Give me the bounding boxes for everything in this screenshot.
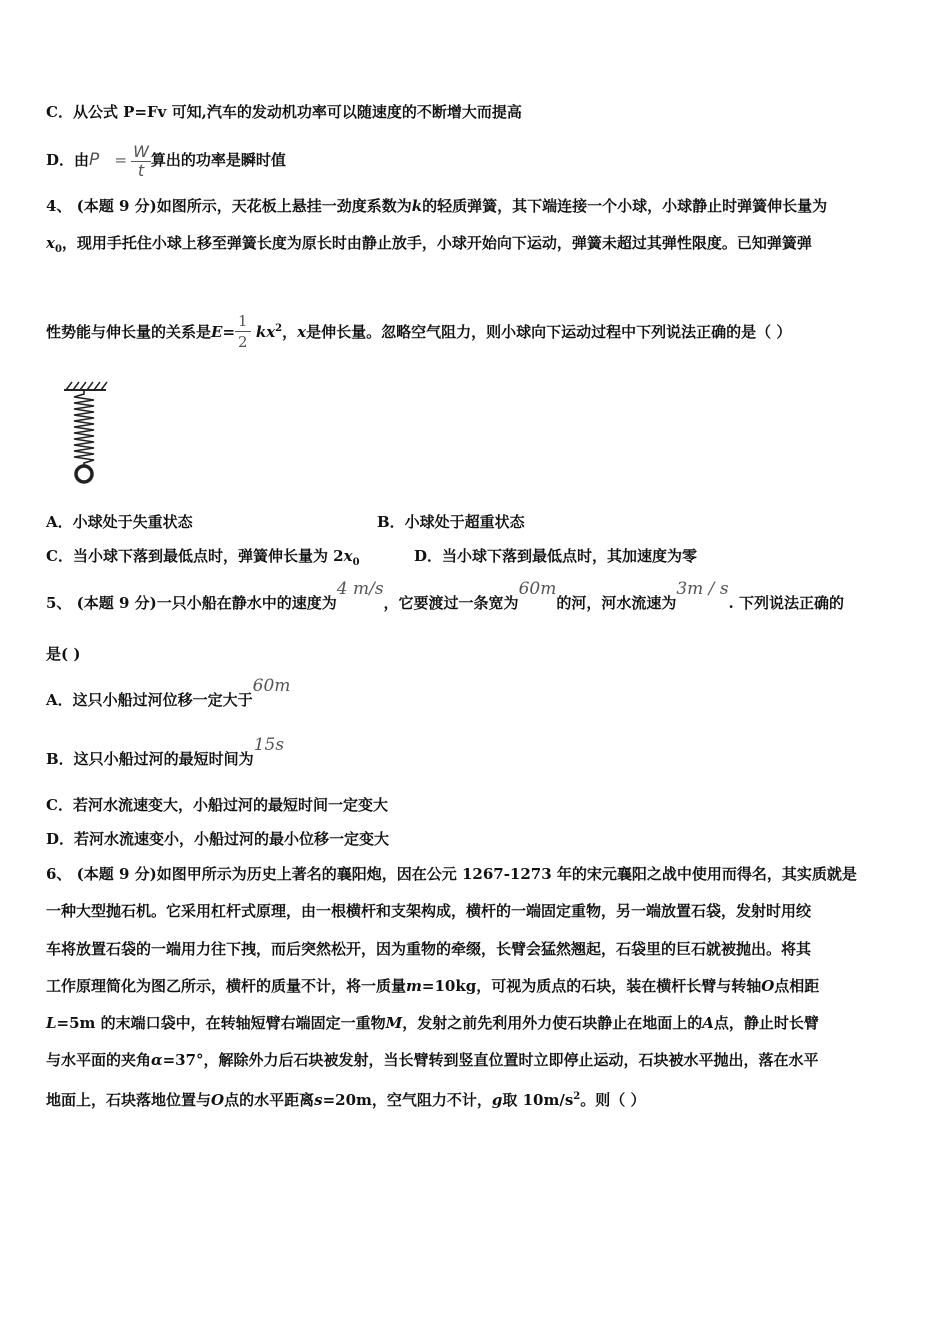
fraction-numerator: 1 — [235, 311, 251, 332]
formula-eq: = — [114, 151, 128, 169]
ceiling-hatch — [64, 382, 107, 390]
q3-option-c: C．从公式 P=Fv 可知,汽车的发动机功率可以随速度的不断增大而提高 — [46, 103, 522, 121]
q4-option-c-text: C．当小球下落到最低点时，弹簧伸长量为 2 — [46, 547, 344, 565]
q4-text: 是伸长量。忽略空气阻力，则小球向下运动过程中下列说法正确的是（ ） — [306, 323, 792, 341]
q6-text: 与水平面的夹角 — [46, 1051, 152, 1069]
formula-denominator: t — [137, 160, 145, 180]
q6-line-3: 车将放置石袋的一端用力往下拽，而后突然松开，因为重物的牵缀，长臂会猛然翘起，石袋里的巨石就被抛出。将其 — [46, 940, 812, 958]
q5-option-b — [46, 735, 285, 769]
q6-alpha: α — [151, 1051, 163, 1069]
q5-option-a-value: 60m — [252, 676, 291, 696]
q5-line-1 — [46, 579, 844, 613]
formula-w-over-t — [131, 143, 151, 180]
q6-text: 点，静止时长臂 — [713, 1014, 819, 1032]
q4-half-fraction — [235, 311, 251, 352]
formula-numerator: W — [133, 141, 149, 161]
q4-line-3 — [46, 297, 792, 351]
fraction-denominator: 2 — [238, 332, 248, 351]
q6-big-m: M — [385, 1014, 403, 1032]
q6-text: 工作原理简化为图乙所示，横杆的质量不计，将一质量 — [46, 977, 407, 995]
q4-option-b: B．小球处于超重状态 — [377, 513, 525, 531]
q6-line-7 — [46, 1087, 646, 1110]
q6-text: ，发射之前先利用外力使石块静止在地面上的 — [402, 1014, 703, 1032]
q4-x0-sub: 0 — [54, 244, 62, 255]
q5-option-b-value: 15s — [253, 735, 285, 755]
q4-text: 性势能与伸长量的关系是 — [46, 323, 212, 341]
q6-g: g — [491, 1091, 503, 1109]
q6-line-6 — [46, 1050, 819, 1070]
q5-river-width: 60m — [518, 579, 557, 599]
q5-option-d: D．若河水流速变小，小船过河的最小位移一定变大 — [46, 830, 390, 848]
q4-text: ，现用手托住小球上移至弹簧长度为原长时由静止放手，小球开始向下运动，弹簧未超过其弹性限度。已知弹簧弹 — [61, 234, 812, 252]
q4-text: 4、 (本题 9 分)如图所示，天花板上悬挂一劲度系数为 — [46, 197, 412, 215]
q5-option-b-text: B．这只小船过河的最短时间为 — [46, 750, 254, 768]
q6-text: 。则（ ） — [580, 1091, 646, 1109]
q4-line-2 — [46, 233, 812, 260]
q6-text: 取 10m/s — [502, 1091, 574, 1109]
q4-k: k — [411, 197, 423, 215]
q4-x: x — [297, 323, 307, 341]
q6-text: =5m 的末端口袋中，在转轴短臂右端固定一重物 — [56, 1014, 386, 1032]
q6-line-2: 一种大型抛石机。它采用杠杆式原理，由一根横杆和支架构成，横杆的一端固定重物，另一端放置石袋，发射时用绞 — [46, 902, 812, 920]
q6-text: =37°，解除外力后石块被发射，当长臂转到竖直位置时立即停止运动，石块被水平抛出，落在水平 — [162, 1051, 819, 1069]
q5-text: . 下列说法正确的 — [728, 594, 844, 612]
q5-option-a — [46, 676, 291, 710]
q4-option-a: A．小球处于失重状态 — [46, 513, 193, 531]
q6-a: A — [702, 1014, 714, 1032]
q3-option-d-prefix: D．由 — [46, 151, 90, 169]
q6-s: s — [314, 1091, 323, 1109]
q6-o: O — [761, 977, 775, 995]
q4-e: E= — [211, 323, 236, 341]
q6-text: =10kg，可视为质点的石块，装在横杆长臂与转轴 — [421, 977, 762, 995]
q5-text: ，它要渡过一条宽为 — [383, 594, 519, 612]
ball — [76, 466, 92, 482]
q6-sq: 2 — [573, 1091, 581, 1102]
q6-line-1: 6、 (本题 9 分)如图甲所示为历史上著名的襄阳炮，因在公元 1267-1273 年的宋元襄阳之战中使用而得名，其实质就是 — [46, 865, 857, 883]
q6-text: 点相距 — [774, 977, 820, 995]
q4-option-c — [46, 546, 360, 573]
q4-option-d: D．当小球下落到最低点时，其加速度为零 — [414, 547, 698, 565]
spring-coil — [74, 390, 94, 466]
formula-p: P — [89, 150, 100, 170]
q6-text: =20m，空气阻力不计， — [322, 1091, 492, 1109]
q6-o: O — [211, 1091, 225, 1109]
q6-line-4 — [46, 976, 819, 996]
q6-l: L — [46, 1014, 57, 1032]
q6-text: 地面上，石块落地位置与 — [46, 1091, 212, 1109]
q5-boat-speed: 4 m/s — [336, 579, 384, 599]
q6-text: 点的水平距离 — [224, 1091, 315, 1109]
q5-water-speed: 3m / s — [676, 579, 729, 599]
q5-text: 的河，河水流速为 — [556, 594, 677, 612]
q4-text: ， — [282, 323, 298, 341]
q4-x0: x — [46, 234, 55, 252]
q4-line-1 — [46, 196, 827, 216]
q4-option-c-sub: 0 — [352, 557, 360, 568]
q5-option-a-text: A．这只小船过河位移一定大于 — [46, 691, 253, 709]
q6-m: m — [406, 977, 422, 995]
q4-text: 的轻质弹簧，其下端连接一个小球，小球静止时弹簧伸长量为 — [422, 197, 828, 215]
q4-option-c-x: x — [343, 547, 353, 565]
q5-text: 5、 (本题 9 分)一只小船在静水中的速度为 — [46, 594, 337, 612]
q5-line-2: 是( ) — [46, 645, 81, 663]
q3-option-d — [46, 142, 286, 178]
q5-option-c: C．若河水流速变大，小船过河的最短时间一定变大 — [46, 796, 388, 814]
q4-kx-sup: 2 — [275, 323, 283, 334]
q6-line-5 — [46, 1013, 819, 1033]
spring-ball-figure — [58, 380, 112, 488]
q4-kx: kx — [255, 323, 276, 341]
q3-option-d-suffix: 算出的功率是瞬时值 — [150, 151, 286, 169]
